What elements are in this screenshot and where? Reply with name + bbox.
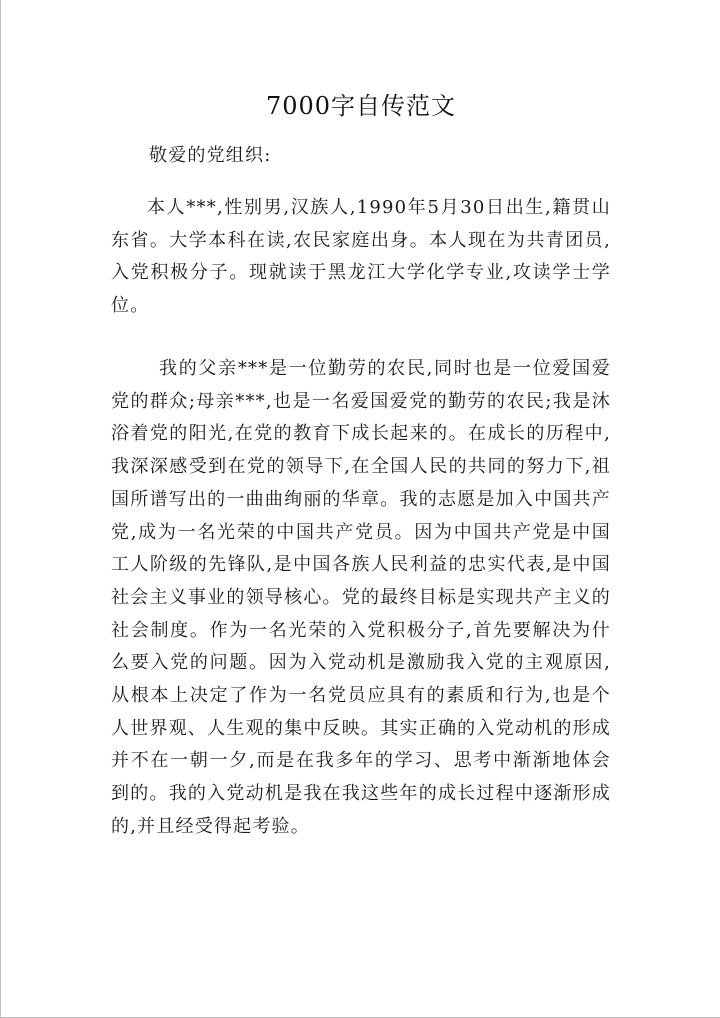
paragraph-family-motivation: 我的父亲***是一位勤劳的农民,同时也是一位爱国爱党的群众;母亲***,也是一名爱国爱党的勤劳的农民;我是沐浴着党的阳光,在党的教育下成长起来的。在成长的历程中,我深深感受到在党的领导下,在全国人民的共同的努力下,祖国所谱写出的一曲曲绚丽的华章。我的志愿是加入中国共产党,成为一名光荣的中国共产党员。因为中国共产党是中国工人阶级的先锋队,是中国各族人民利益的忠实代表,是中国社会主义事业的领导核心。党的最终目标是实现共产主义的社会制度。作为一名光荣的入党积极分子,首先要解决为什么要入党的问题。因为入党动机是激励我入党的主观原因,从根本上决定了作为一名党员应具有的素质和行为,也是个人世界观、人生观的集中反映。其实正确的入党动机的形成并不在一朝一夕,而是在我多年的学习、思考中渐渐地体会到的。我的入党动机是我在我这些年的成长过程中逐渐形成的,并且经受得起考验。 xyxy=(111,358,611,837)
paragraph-personal-info: 本人***,性别男,汉族人,1990年5月30日出生,籍贯山东省。大学本科在读,农民家庭出身。本人现在为共青团员,入党积极分子。现就读于黑龙江大学化学专业,攻读学士学位。 xyxy=(111,197,611,317)
salutation: 敬爱的党组织: xyxy=(149,145,272,166)
document-title: 7000字自传范文 xyxy=(265,92,457,120)
